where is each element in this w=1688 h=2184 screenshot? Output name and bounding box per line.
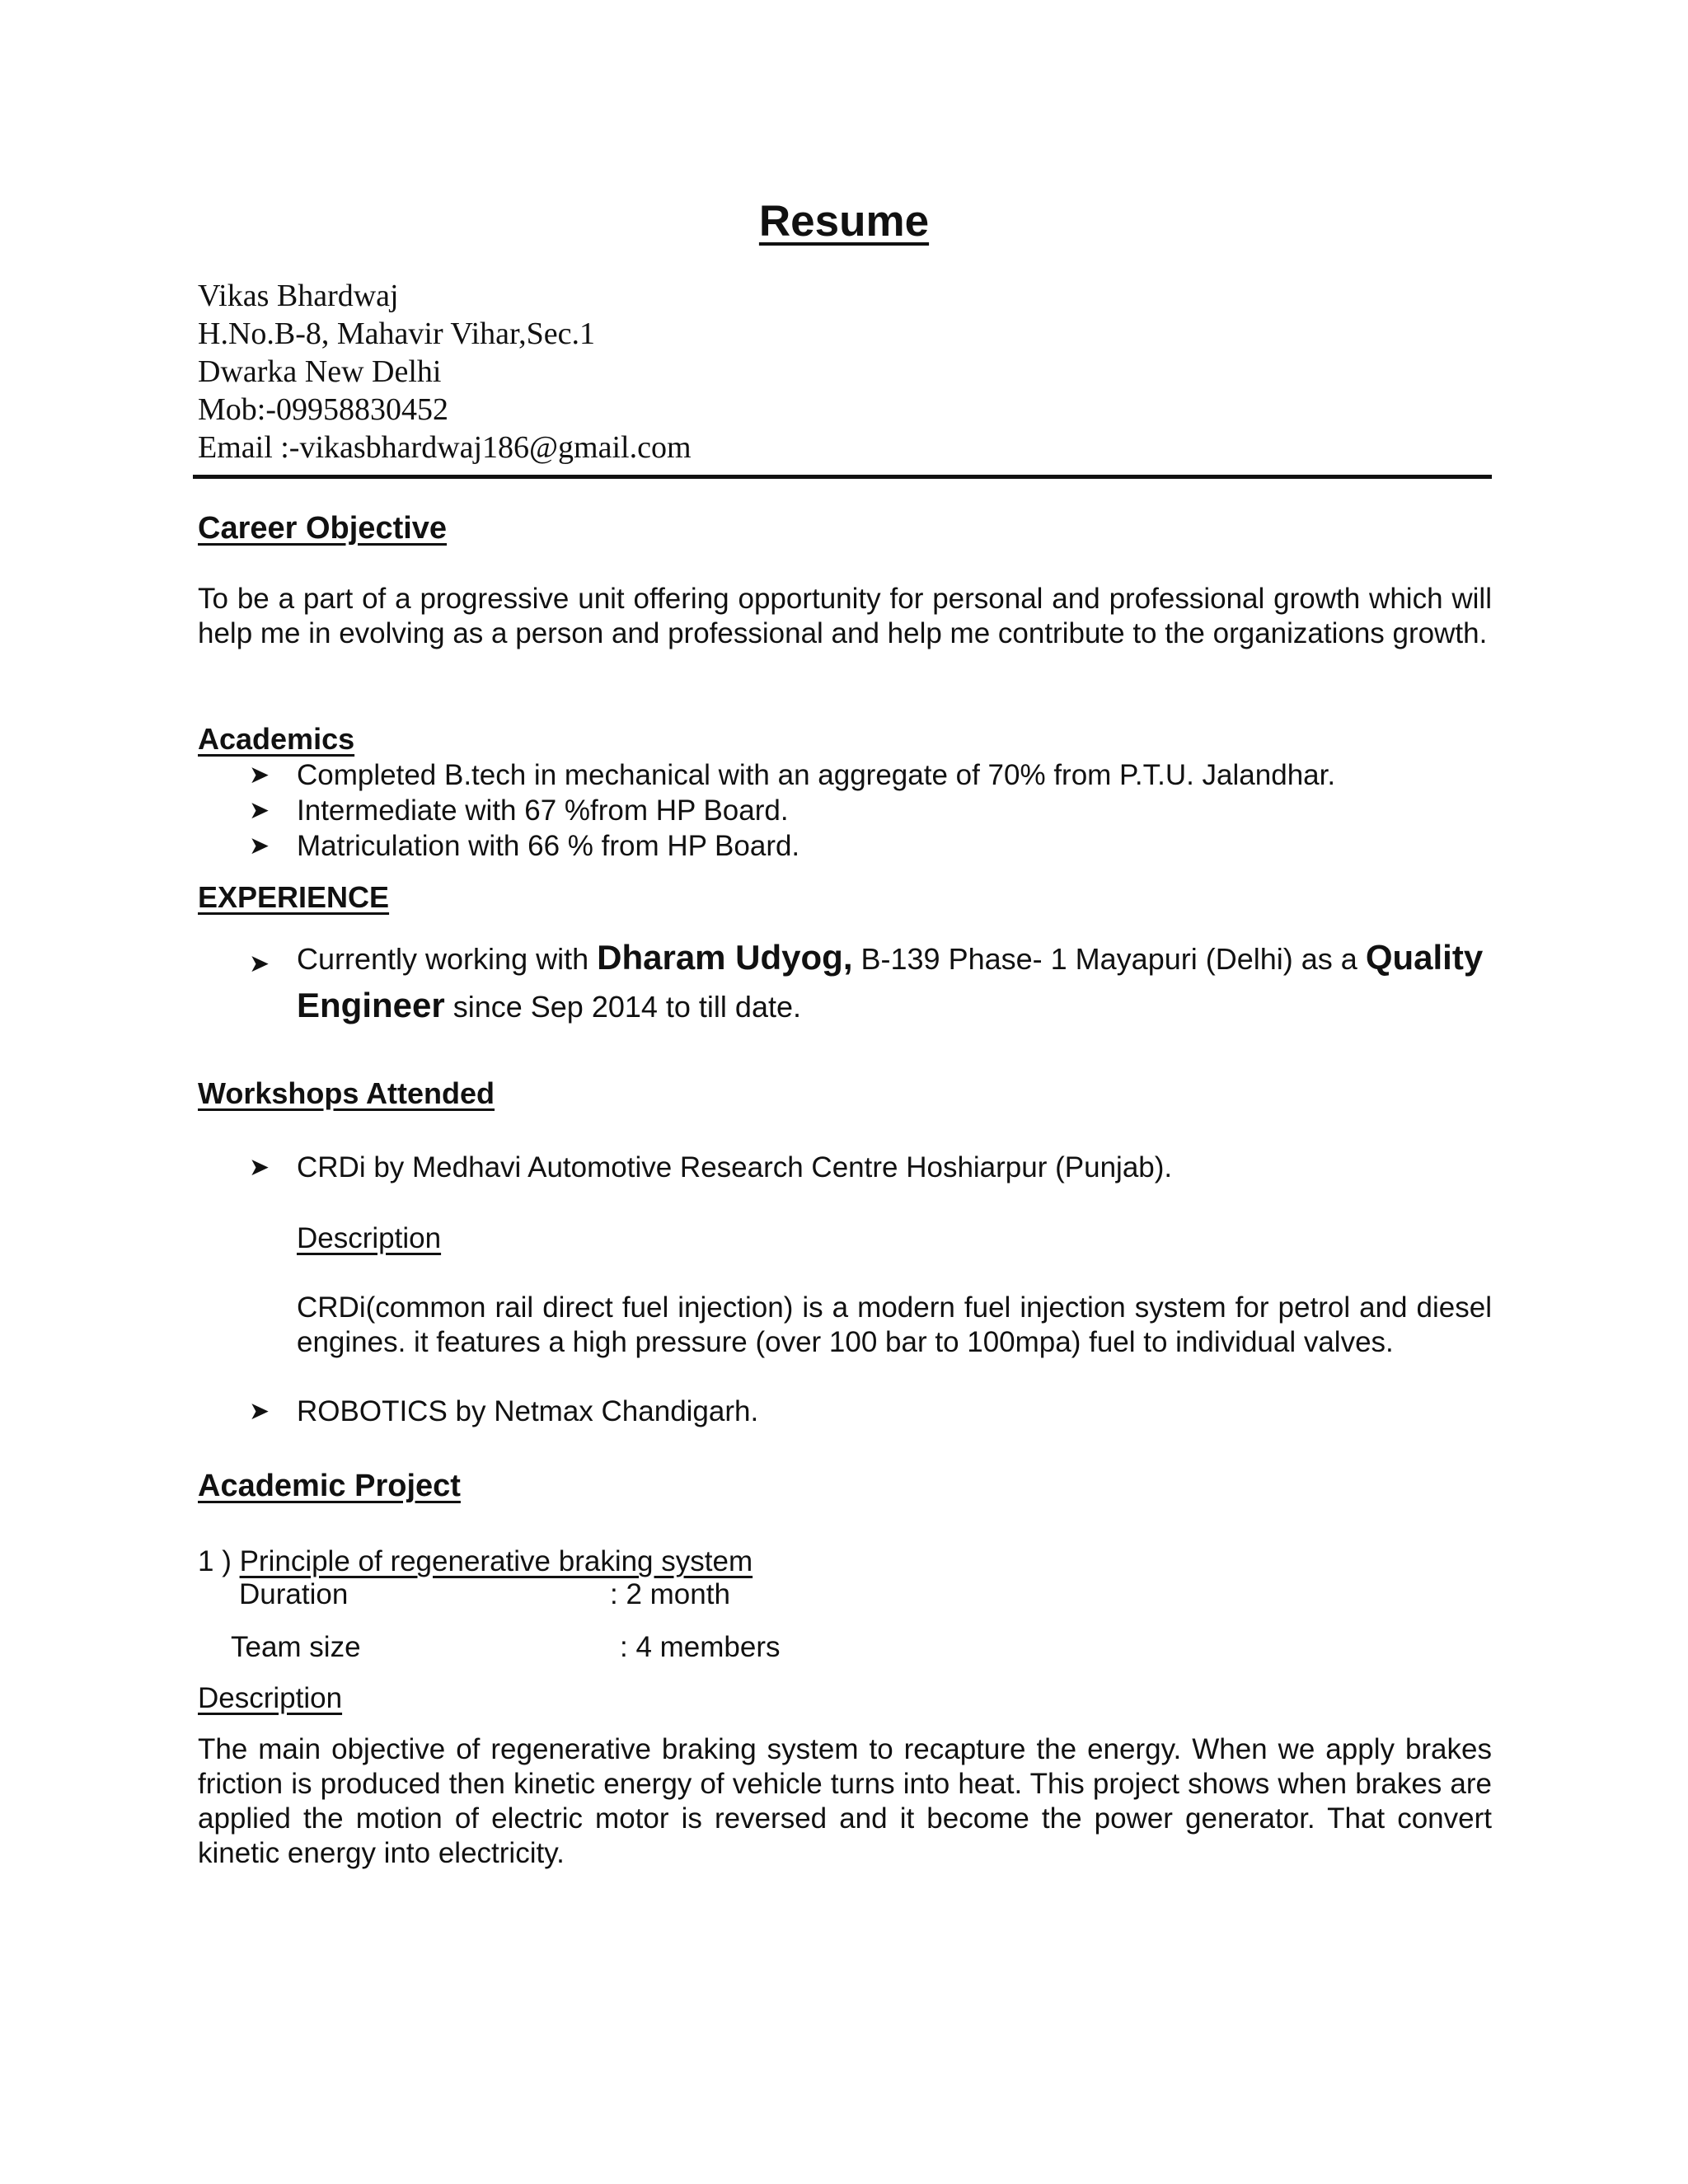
workshop-description-text: CRDi(common rail direct fuel injection) is a modern fuel injection system for petrol and diesel engines. it features a high pressure (over 100 bar to 100mpa) fuel to individual valves. — [297, 1291, 1492, 1358]
academic-project-heading: Academic Project — [198, 1469, 461, 1503]
project-duration-value: : 2 month — [610, 1578, 730, 1610]
experience-heading: EXPERIENCE — [198, 880, 390, 914]
bullet-arrow-icon: ➤ — [249, 1154, 270, 1181]
academics-heading: Academics — [198, 722, 355, 756]
experience-location: B-139 Phase- 1 Mayapuri (Delhi) as a — [852, 942, 1366, 976]
career-objective-text: To be a part of a progressive unit offering opportunity for personal and professional growth which will help me in evolving as a person and professional and help me contribute to the organizations growth. — [198, 583, 1492, 649]
header-divider — [193, 475, 1492, 479]
page-title: Resume — [758, 197, 930, 246]
contact-name: Vikas Bhardwaj — [198, 279, 399, 313]
workshops-heading: Workshops Attended — [198, 1076, 495, 1110]
bullet-arrow-icon: ➤ — [249, 762, 270, 789]
project-description-label: Description — [198, 1682, 343, 1714]
contact-email: Email :-vikasbhardwaj186@gmail.com — [198, 430, 692, 465]
experience-prefix: Currently working with — [297, 942, 598, 976]
bullet-arrow-icon: ➤ — [249, 832, 270, 860]
academics-item-text: Matriculation with 66 % from HP Board. — [297, 830, 800, 862]
project-description-text: The main objective of regenerative braking system to recapture the energy. When we apply brakes friction is produced then kinetic energy of vehicle turns into heat. This project shows when brakes are applied the motion of electric motor is reversed and it become the power generator. That convert kinetic energy into electricity. — [198, 1733, 1492, 1869]
contact-address-line-2: Dwarka New Delhi — [198, 354, 442, 389]
project-duration-label: Duration — [239, 1578, 349, 1610]
career-objective-heading: Career Objective — [198, 511, 448, 546]
experience-item-text — [297, 935, 1502, 1030]
contact-address-line-1: H.No.B-8, Mahavir Vihar,Sec.1 — [198, 316, 596, 351]
project-team-label: Team size — [231, 1631, 361, 1663]
workshop-item-text: CRDi by Medhavi Automotive Research Centre Hoshiarpur (Punjab). — [297, 1151, 1173, 1183]
workshop-item-text: ROBOTICS by Netmax Chandigarh. — [297, 1395, 759, 1427]
academics-item-text: Intermediate with 67 %from HP Board. — [297, 794, 789, 827]
bullet-arrow-icon: ➤ — [249, 950, 270, 977]
project-number: 1 ) — [198, 1545, 240, 1577]
project-team-value: : 4 members — [620, 1631, 781, 1663]
bullet-arrow-icon: ➤ — [249, 797, 270, 824]
experience-suffix: since Sep 2014 to till date. — [444, 990, 801, 1024]
experience-item — [249, 935, 1502, 1030]
experience-company: Dharam Udyog, — [597, 938, 853, 977]
bullet-arrow-icon: ➤ — [249, 1398, 270, 1425]
project-title-line — [198, 1544, 753, 1579]
contact-mobile: Mob:-09958830452 — [198, 392, 448, 427]
academics-item-text: Completed B.tech in mechanical with an aggregate of 70% from P.T.U. Jalandhar. — [297, 759, 1336, 791]
experience-role: Quality Engineer — [297, 938, 1484, 1024]
workshop-description-label: Description — [297, 1222, 442, 1254]
project-title: Principle of regenerative braking system — [239, 1545, 753, 1577]
